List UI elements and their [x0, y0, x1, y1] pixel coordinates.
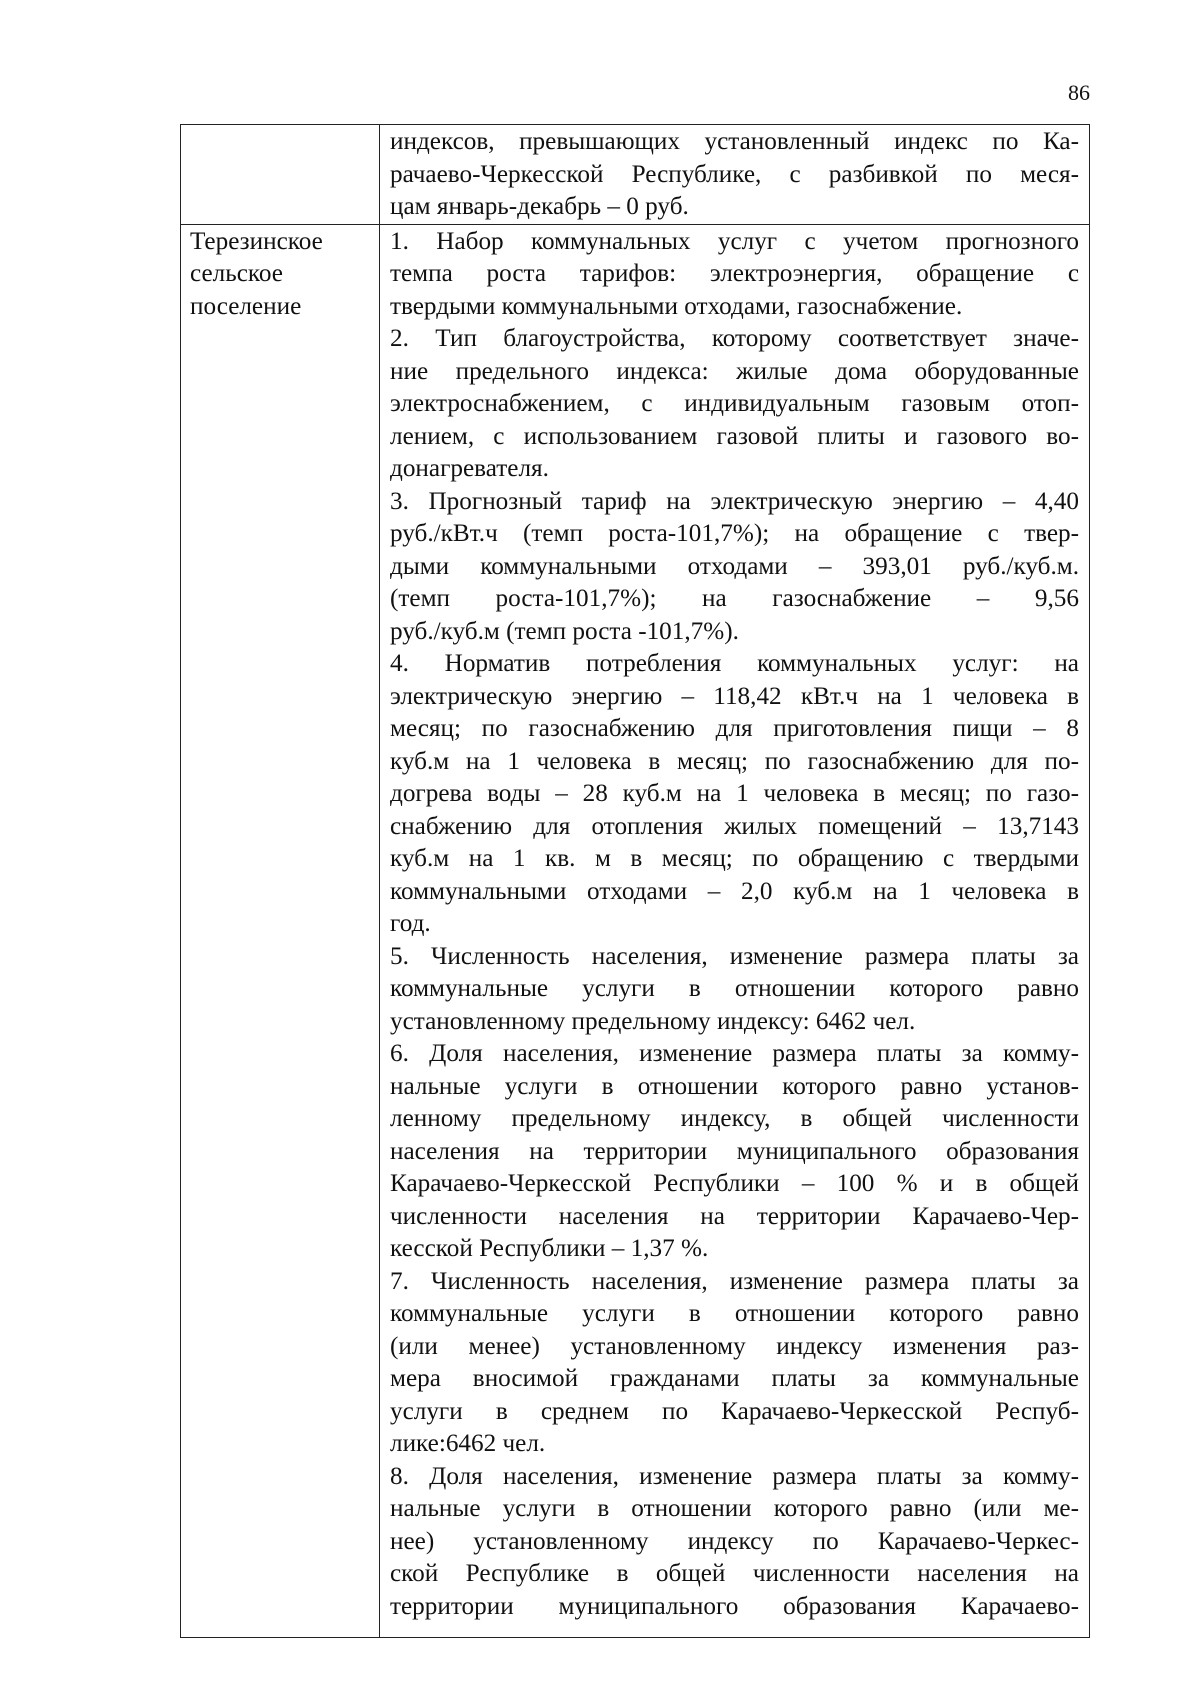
text-line: (темп роста-101,7%); на газоснабжение – 9,56	[390, 585, 1079, 612]
text-line: ленному предельному индексу, в общей численности	[390, 1105, 1079, 1132]
text-line: ской Республике в общей численности населения на	[390, 1560, 1079, 1587]
text-line: 8. Доля населения, изменение размера платы за комму-	[390, 1462, 1079, 1490]
text-line: 2. Тип благоустройства, которому соответствует значе-	[390, 325, 1079, 352]
municipality-name-line: поселение	[190, 292, 302, 320]
municipality-name-line: сельское	[190, 260, 283, 287]
text-line: 4. Норматив потребления коммунальных услуг: на	[390, 650, 1079, 677]
text-line: догрева воды – 28 куб.м на 1 человека в месяц; по газо-	[390, 780, 1079, 807]
text-line: индексов, превышающих установленный индекс по Ка-	[390, 128, 1079, 155]
page-number: 86	[1068, 80, 1090, 105]
text-line: территории муниципального образования Карачаево-	[390, 1592, 1079, 1620]
paragraph	[390, 486, 1079, 649]
text-line: кесской Республики – 1,37 %.	[390, 1235, 709, 1262]
text-line: твердыми коммунальными отходами, газоснабжение.	[390, 292, 963, 320]
text-line: дыми коммунальными отходами – 393,01 руб./куб.м.	[390, 552, 1079, 580]
text-line: 3. Прогнозный тариф на электрическую энергию – 4,40	[390, 487, 1079, 515]
document-table	[180, 124, 1090, 1638]
text-line: коммунальные услуги в отношении которого равно	[390, 975, 1079, 1002]
text-line: 5. Численность населения, изменение размера платы за	[390, 942, 1079, 970]
text-line: коммунальные услуги в отношении которого равно	[390, 1300, 1079, 1327]
text-line: численности населения на территории Карачаево-Чер-	[390, 1202, 1079, 1230]
text-line: донагревателя.	[390, 455, 549, 482]
text-line: цам январь-декабрь – 0 руб.	[390, 193, 689, 220]
paragraph	[390, 126, 1079, 224]
text-line: лике:6462 чел.	[390, 1430, 546, 1457]
text-line: коммунальными отходами – 2,0 куб.м на 1 человека в	[390, 877, 1079, 905]
text-line: населения на территории муниципального образования	[390, 1137, 1079, 1165]
text-line: руб./куб.м (темп роста -101,7%).	[390, 617, 739, 645]
text-line: электроснабжением, с индивидуальным газовым отоп-	[390, 390, 1079, 417]
text-line: (или менее) установленному индексу изменения раз-	[390, 1332, 1079, 1360]
text-line: 1. Набор коммунальных услуг с учетом прогнозного	[390, 227, 1079, 255]
text-line: нее) установленному индексу по Карачаево-Черкес-	[390, 1527, 1079, 1555]
text-line: лением, с использованием газовой плиты и газового во-	[390, 422, 1079, 450]
paragraph	[390, 1266, 1079, 1461]
text-line: 6. Доля населения, изменение размера платы за комму-	[390, 1040, 1079, 1067]
paragraph	[390, 1461, 1079, 1624]
description-cell	[380, 224, 1090, 1637]
text-line: снабжению для отопления жилых помещений – 13,7143	[390, 812, 1079, 840]
text-line: руб./кВт.ч (темп роста-101,7%); на обращение с твер-	[390, 520, 1079, 547]
paragraph	[390, 941, 1079, 1039]
municipality-name-line: Терезинское	[190, 227, 323, 255]
text-line: мера вносимой гражданами платы за коммунальные	[390, 1365, 1079, 1392]
municipality-cell	[181, 125, 380, 225]
text-line: услуги в среднем по Карачаево-Черкесской Респуб-	[390, 1397, 1079, 1425]
table-row	[181, 224, 1090, 1637]
text-line: темпа роста тарифов: электроэнергия, обращение с	[390, 260, 1079, 287]
text-line: нальные услуги в отношении которого равно (или ме-	[390, 1495, 1079, 1522]
text-line: нальные услуги в отношении которого равно установ-	[390, 1072, 1079, 1100]
text-line: год.	[390, 910, 431, 937]
description-cell	[380, 125, 1090, 225]
paragraph	[390, 323, 1079, 486]
text-line: куб.м на 1 человека в месяц; по газоснабжению для по-	[390, 747, 1079, 775]
table-row	[181, 125, 1090, 225]
paragraph	[390, 226, 1079, 324]
text-line: куб.м на 1 кв. м в месяц; по обращению с твердыми	[390, 845, 1079, 872]
text-line: ние предельного индекса: жилые дома оборудованные	[390, 357, 1079, 385]
paragraph	[390, 648, 1079, 941]
paragraph	[390, 1038, 1079, 1266]
text-line: электрическую энергию – 118,42 кВт.ч на 1 человека в	[390, 682, 1079, 710]
municipality-cell	[181, 224, 380, 1637]
text-line: рачаево-Черкесской Республике, с разбивкой по меся-	[390, 160, 1079, 188]
text-line: Карачаево-Черкесской Республики – 100 % и в общей	[390, 1170, 1079, 1197]
text-line: установленному предельному индексу: 6462 чел.	[390, 1007, 916, 1035]
text-line: 7. Численность населения, изменение размера платы за	[390, 1267, 1079, 1295]
text-line: месяц; по газоснабжению для приготовления пищи – 8	[390, 715, 1079, 742]
